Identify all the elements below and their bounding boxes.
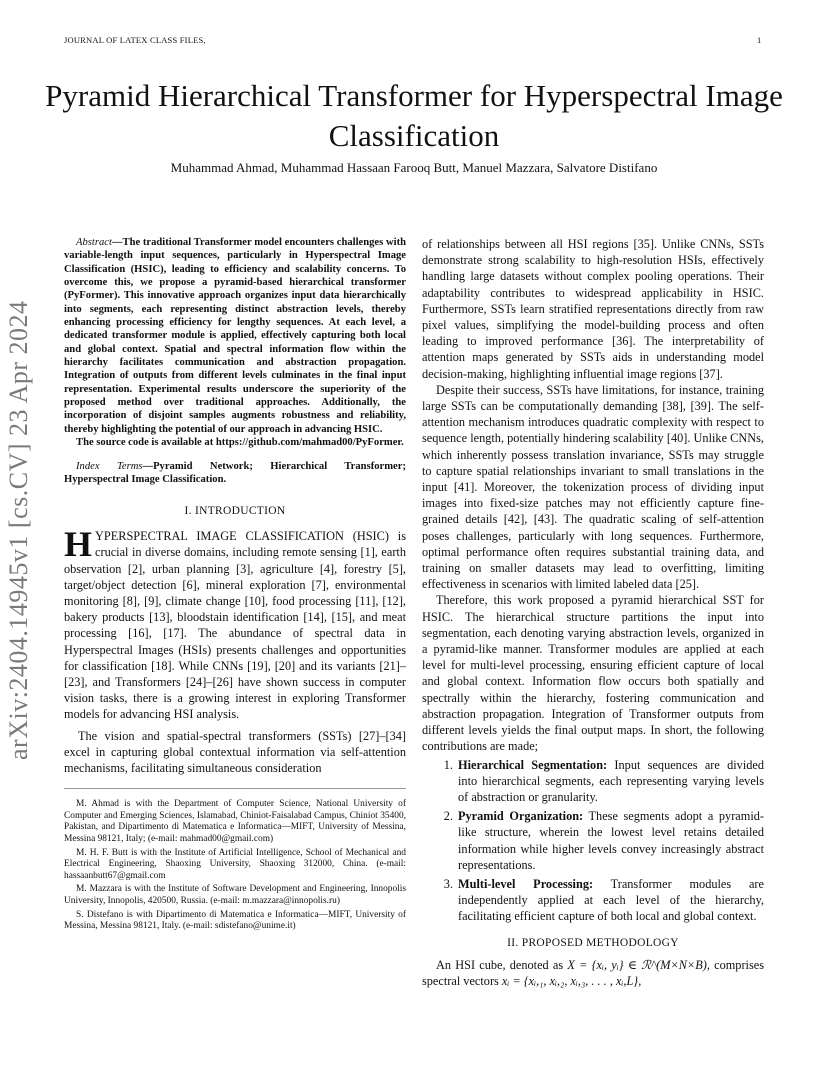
index-terms-text: —Pyramid Network; Hierarchical Transformer; Hyperspectral Image Classification.	[64, 460, 406, 485]
index-terms-lead: Index Terms	[76, 460, 143, 472]
paper-title: Pyramid Hierarchical Transformer for Hyperspectral Image Classification	[45, 78, 783, 153]
method-text-b: , comprises spectral vectors	[422, 957, 764, 988]
intro-paragraph-4: Therefore, this work proposed a pyramid hierarchical SST for HSIC. The hierarchical structure partitions the input into segmentation, each denoting varying abstraction levels, organized in a pyramid-like manner. Transformer modules are applied at each level for multi-level processing, ensuring efficient capture of local and global context. Information flow occurs both spatially and spectrally within the hierarchy, fostering communication and abstraction propagation. Integration of Transformer outputs from different levels yields the final output maps. In short, the following contributions are made;	[422, 593, 764, 754]
method-text-a: An HSI cube, denoted as	[436, 957, 568, 972]
abstract-lead: Abstract	[76, 237, 112, 248]
intro-paragraph-1-text: YPERSPECTRAL IMAGE CLASSIFICATION (HSIC) is crucial in diverse domains, including remote sensing [1], earth observation [2], urban planning [3], agriculture [4], forestry [5], target/object detection [6], mineral exploration [7], environmental monitoring [8], [9], climate change [10], food processing [11], [12], bakery products [13], bloodstain identification [14], [15], and meat processing [16], [17]. The abundance of spectral data in Hyperspectral Images (HSIs) presents challenges and opportunities for classification [18]. While CNNs [19], [20] and its variants [21]–[23], and Transformers [24]–[26] have shown success in computer vision tasks, there is a growing interest in exploring Transformer models for advancing HSI analysis.	[64, 529, 406, 722]
contribution-text: These segments adopt a pyramid-like structure, wherein the lowest level retains detailed information while higher levels convey increasingly abstract representations.	[458, 809, 764, 872]
contribution-label: Multi-level Processing:	[458, 876, 594, 891]
arxiv-stamp: arXiv:2404.14945v1 [cs.CV] 23 Apr 2024	[4, 300, 33, 760]
contribution-label: Hierarchical Segmentation:	[458, 757, 608, 772]
math-spectral-vector: xᵢ = {xᵢ,₁, xᵢ,₂, xᵢ,₃, . . . , xᵢ,L}	[501, 973, 639, 988]
contribution-text: Transformer modules are independently applied at each level of the hierarchy, facilitating efficient capture of both local and global context.	[458, 876, 764, 924]
footnote-3: M. Mazzara is with the Institute of Software Development and Engineering, Innopolis University, Innopolis, 420500, Russia. (e-mail: m.mazzara@innopolis.ru)	[64, 884, 406, 906]
intro-paragraph-2: The vision and spatial-spectral transformers (SSTs) [27]–[34] excel in capturing global contextual information via self-attention mechanisms, facilitating simultaneous consideration	[64, 728, 406, 776]
math-hsi-cube: X = {xᵢ, yᵢ} ∈ ℛ^(M×N×B)	[567, 957, 707, 972]
section-heading-introduction: I. INTRODUCTION	[184, 505, 286, 518]
author-list: Muhammad Ahmad, Muhammad Hassaan Farooq Butt, Manuel Mazzara, Salvatore Distifano	[170, 160, 658, 175]
contribution-label: Pyramid Organization:	[458, 809, 584, 824]
intro-paragraph-1	[64, 524, 406, 722]
abstract-text: —The traditional Transformer model encounters challenges with variable-length input sequences, particularly in Hyperspectral Image Classification (HSIC), leading to efficiency and scalability concerns. To overcome this, we propose a pyramid-based hierarchical transformer (PyFormer). This innovative approach organizes input data hierarchically into segments, each representing distinct abstraction levels, thereby enhancing processing efficiency for lengthy sequences. At each level, a dedicated transformer module is applied, effectively capturing both local and global context. Spatial and spectral information flow within the hierarchy facilitates communication and abstraction propagation. Integration of outputs from different levels culminates in the final input representation. Experimental results underscore the superiority of the proposed method over traditional approaches. Additionally, the incorporation of disjoint samples augments robustness and reliability, thereby highlighting the potential of our approach in advancing HSIC.	[64, 237, 406, 435]
list-item	[456, 808, 764, 873]
contribution-list	[422, 757, 764, 925]
method-text-c: ,	[638, 973, 642, 988]
footnotes	[64, 788, 406, 933]
right-column	[422, 236, 764, 989]
abstract-code: The source code is available at https://github.com/mahmad00/PyFormer.	[76, 437, 404, 449]
abstract	[64, 236, 406, 436]
intro-paragraph-3: Despite their success, SSTs have limitations, for instance, training large SSTs can be computationally demanding [38], [39]. The self-attention mechanism introduces quadratic complexity with respect to sequence length, potentially hindering scalability [40]. Unlike CNNs, which inherently possess translation invariance, SSTs may struggle to capture spatial relationships invariant to small translations in the input [41]. Moreover, the tokenization process of dividing input images into fixed-size patches may not efficiently capture fine-grained details [42], [43]. The quadratic scaling of self-attention poses challenges, particularly with long sequences. Furthermore, optimal performance often requires substantial training data, and training on smaller datasets may lead to overfitting, limiting effectiveness in scenarios with limited labeled data [25].	[422, 382, 764, 592]
method-paragraph-1	[422, 957, 764, 989]
left-column	[64, 236, 406, 935]
intro-paragraph-2-continued: of relationships between all HSI regions [35]. Unlike CNNs, SSTs demonstrate strong scalability to high-resolution HSIs, effectively handling large datasets without complex pooling operations. Their adaptability contributes to widespread applicability in HSIC. Furthermore, SSTs learn stratified representations directly from raw pixel values, simplifying the model-building process and often leading to improved performance [36]. The interpretability of attention maps generated by SSTs aids in understanding model decision-making, highlighting influential image regions [37].	[422, 237, 764, 381]
page-number: 1	[757, 35, 762, 45]
list-item	[456, 757, 764, 806]
dropcap-letter: H	[64, 524, 93, 565]
index-terms	[64, 460, 406, 487]
list-item	[456, 876, 764, 925]
running-header: JOURNAL OF LATEX CLASS FILES,	[64, 35, 206, 45]
section-heading-methodology: II. PROPOSED METHODOLOGY	[507, 936, 679, 949]
footnote-2: M. H. F. Butt is with the Institute of Artificial Intelligence, School of Mechanical and Electrical Engineering, Shaoxing University, Shaoxing 312000, China. (e-mail: hassaanbutt67@gmail.com	[64, 847, 406, 881]
footnote-4: S. Distefano is with Dipartimento di Matematica e Informatica—MIFT, University of Messina, Messina 98121, Italy. (e-mail: sdistefano@unime.it)	[64, 909, 406, 932]
footnote-1: M. Ahmad is with the Department of Computer Science, National University of Computer and Emerging Sciences, Islamabad, Chiniot-Faisalabad Campus, Chiniot 35400, Pakistan, and Dipartimento di Matematica e Informatica—MIFT, University of Messina, Messina 98121, Italy; (e-mail: mahmad00@gmail.com)	[64, 799, 406, 845]
contribution-text: Input sequences are divided into hierarchical segments, each representing varying levels of abstraction or granularity.	[458, 757, 765, 804]
